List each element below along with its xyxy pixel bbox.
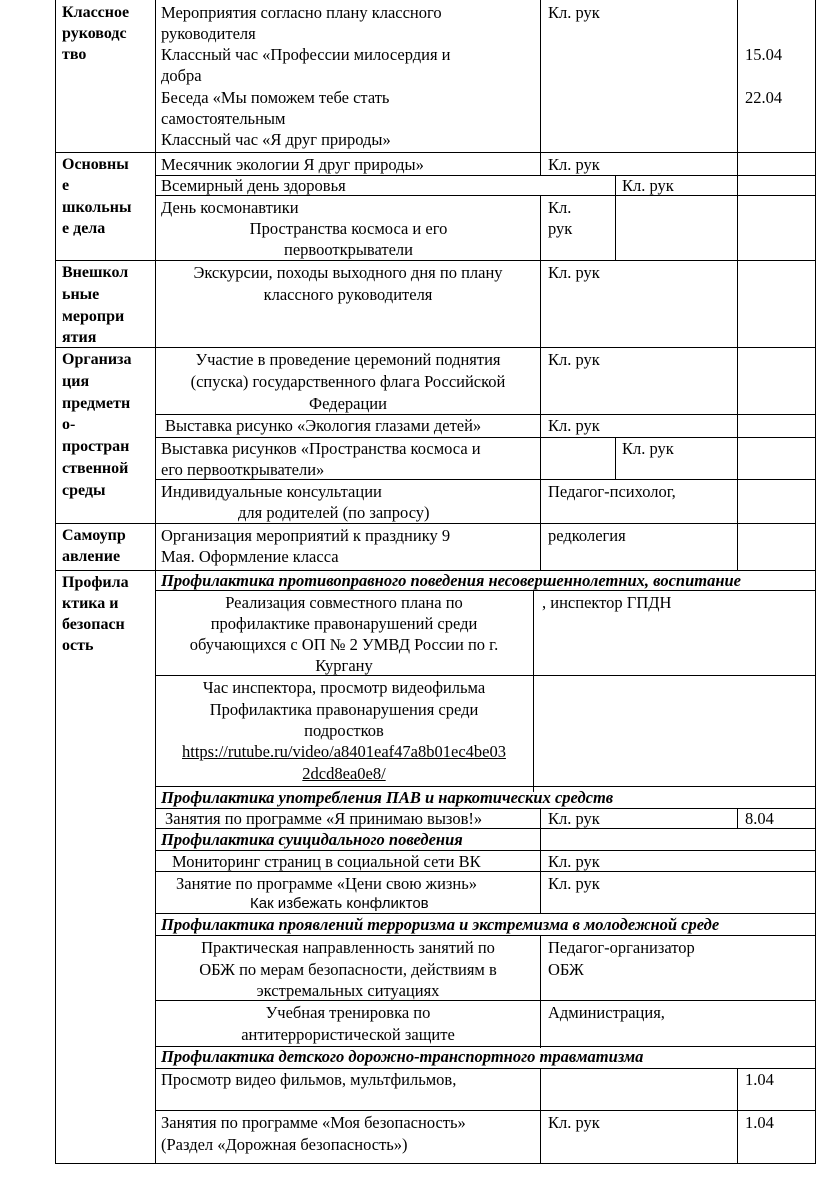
grid-line bbox=[615, 437, 616, 479]
date-text: 22.04 bbox=[745, 88, 783, 107]
subsection-header-clip bbox=[156, 571, 815, 590]
activity-text: самостоятельным bbox=[161, 109, 286, 128]
section-title-line: о- bbox=[62, 416, 76, 433]
activity-text: Занятия по программе «Я принимаю вызов!» bbox=[165, 809, 483, 828]
activity-text: Классный час «Я друг природы» bbox=[161, 130, 391, 149]
grid-line bbox=[737, 808, 738, 828]
grid-line bbox=[540, 1068, 541, 1163]
activity-text: руководителя bbox=[161, 24, 256, 43]
activity-text: Занятие по программе «Цени свою жизнь» bbox=[176, 874, 478, 893]
section-title-line: Внешкол bbox=[62, 264, 129, 281]
responsible-text: Кл. рук bbox=[548, 809, 600, 828]
activity-text: профилактике правонарушений среди bbox=[210, 614, 478, 633]
activity-text: Индивидуальные консультации bbox=[161, 482, 382, 501]
responsible-text: Кл. рук bbox=[548, 874, 600, 893]
section-title-line: авление bbox=[62, 548, 121, 565]
responsible-text: редколегия bbox=[548, 526, 626, 545]
activity-text: экстремальных ситуациях bbox=[256, 981, 440, 1000]
activity-text: Выставка рисунко «Экология глазами детей» bbox=[165, 416, 482, 435]
activity-text: обучающихся с ОП № 2 УМВД России по г. bbox=[189, 635, 499, 654]
section-title-line: простран bbox=[62, 438, 130, 455]
date-text: 1.04 bbox=[745, 1070, 774, 1089]
section-title-line: Основны bbox=[62, 156, 129, 173]
responsible-text: , инспектор ГПДН bbox=[542, 593, 672, 612]
section-title-line: Самоупр bbox=[62, 527, 126, 544]
activity-text: Мероприятия согласно плану классного bbox=[161, 3, 442, 22]
responsible-text: Кл. рук bbox=[548, 350, 600, 369]
activity-text: ОБЖ по мерам безопасности, действиям в bbox=[199, 960, 497, 979]
responsible-text: Кл. рук bbox=[548, 3, 600, 22]
responsible-text: Кл. рук bbox=[622, 176, 674, 195]
section-title-line: тво bbox=[62, 46, 87, 63]
section-title-line: е bbox=[62, 177, 70, 194]
activity-text: Профилактика правонарушения среди bbox=[209, 700, 479, 719]
section-title-line: Организа bbox=[62, 351, 132, 368]
activity-text: Мониторинг страниц в социальной сети ВК bbox=[172, 852, 481, 871]
grid-line bbox=[540, 935, 541, 1048]
activity-text: подростков bbox=[304, 721, 384, 740]
grid-line bbox=[533, 590, 534, 792]
section-title-line: школьны bbox=[62, 199, 132, 216]
date-text: 1.04 bbox=[745, 1113, 774, 1132]
activity-text: Месячник экологии Я друг природы» bbox=[161, 155, 424, 174]
section-title-line: ственной bbox=[62, 460, 129, 477]
responsible-text: Кл. рук bbox=[548, 263, 600, 282]
activity-text: Федерации bbox=[309, 394, 387, 413]
activity-text: Просмотр видео фильмов, мультфильмов, bbox=[161, 1070, 457, 1089]
activity-text: первооткрыватели bbox=[284, 240, 413, 259]
activity-text: (Раздел «Дорожная безопасность») bbox=[161, 1135, 408, 1154]
section-title-line: ьные bbox=[62, 286, 100, 303]
activity-text: Беседа «Мы поможем тебе стать bbox=[161, 88, 390, 107]
grid-line bbox=[737, 0, 738, 570]
responsible-text: Педагог-организатор bbox=[548, 938, 695, 957]
section-title-line: безопасн bbox=[62, 616, 125, 633]
activity-text: Практическая направленность занятий по bbox=[201, 938, 495, 957]
subsection-header: Профилактика употребления ПАВ и наркотических средств bbox=[161, 788, 614, 807]
grid-line bbox=[540, 195, 541, 570]
responsible-text: Кл. рук bbox=[548, 1113, 600, 1132]
subsection-header: Профилактика проявлений терроризма и экстремизма в молодежной среде bbox=[161, 915, 720, 934]
grid-line bbox=[155, 590, 816, 591]
responsible-text: Кл. рук bbox=[548, 416, 600, 435]
activity-text: классного руководителя bbox=[263, 285, 433, 304]
section-title-line: предметн bbox=[62, 395, 131, 412]
grid-line bbox=[55, 152, 816, 153]
activity-text: Экскурсии, походы выходного дня по плану bbox=[193, 263, 503, 282]
grid-line bbox=[55, 347, 816, 348]
activity-text: для родителей (по запросу) bbox=[238, 503, 430, 522]
grid-line bbox=[615, 195, 616, 260]
activity-text: Мая. Оформление класса bbox=[161, 547, 339, 566]
activity-text: Занятия по программе «Моя безопасность» bbox=[161, 1113, 466, 1132]
section-title-line: ятия bbox=[62, 329, 97, 346]
responsible-text: рук bbox=[548, 219, 573, 238]
grid-line bbox=[737, 1068, 738, 1163]
section-title-line: Профила bbox=[62, 574, 129, 591]
activity-text: Выставка рисунков «Пространства космоса и bbox=[161, 439, 481, 458]
activity-text: его первооткрыватели» bbox=[161, 460, 325, 479]
date-text: 15.04 bbox=[745, 45, 783, 64]
responsible-text: Кл. рук bbox=[622, 439, 674, 458]
activity-text: Кургану bbox=[315, 656, 373, 675]
section-title-line: ция bbox=[62, 373, 90, 390]
activity-text: (спуска) государственного флага Российской bbox=[190, 372, 506, 391]
section-title-line: ость bbox=[62, 637, 94, 654]
video-link[interactable]: 2dcd8ea0e8/ bbox=[302, 764, 386, 783]
activity-text: День космонавтики bbox=[161, 198, 299, 217]
subsection-header: Профилактика суицидального поведения bbox=[161, 830, 463, 849]
section-title-line: среды bbox=[62, 482, 106, 499]
activity-text: антитеррористической защите bbox=[241, 1025, 455, 1044]
activity-text: Учебная тренировка по bbox=[265, 1003, 431, 1022]
grid-line bbox=[55, 0, 56, 1163]
section-title-line: ктика и bbox=[62, 595, 119, 612]
responsible-text: Кл. bbox=[548, 198, 572, 217]
section-title-line: руководс bbox=[62, 25, 127, 42]
responsible-text: Администрация, bbox=[548, 1003, 665, 1022]
activity-text: добра bbox=[161, 66, 202, 85]
video-link[interactable]: https://rutube.ru/video/a8401eaf47a8b01ec4be03 bbox=[182, 742, 506, 761]
grid-line bbox=[55, 1163, 816, 1164]
date-text: 8.04 bbox=[745, 809, 774, 828]
activity-text: Пространства космоса и его bbox=[249, 219, 448, 238]
responsible-text: ОБЖ bbox=[548, 960, 584, 979]
responsible-text: Кл. рук bbox=[548, 155, 600, 174]
grid-line bbox=[615, 175, 616, 195]
section-title-line: е дела bbox=[62, 220, 106, 237]
activity-text: Участие в проведение церемоний поднятия bbox=[195, 350, 501, 369]
activity-text: Час инспектора, просмотр видеофильма bbox=[202, 678, 486, 697]
grid-line bbox=[540, 0, 541, 175]
activity-text: Всемирный день здоровья bbox=[161, 176, 346, 195]
section-title-line: Классное bbox=[62, 4, 130, 21]
grid-line bbox=[55, 523, 816, 524]
grid-line bbox=[540, 808, 541, 913]
subsection-header: Профилактика противоправного поведения несовершеннолетних, воспитание bbox=[161, 571, 741, 590]
activity-subtext: Как избежать конфликтов bbox=[250, 895, 429, 912]
activity-text: Классный час «Профессии милосердия и bbox=[161, 45, 451, 64]
responsible-text: Педагог-психолог, bbox=[548, 482, 676, 501]
grid-line bbox=[155, 1110, 816, 1111]
section-title-line: меропри bbox=[62, 308, 125, 325]
subsection-header: Профилактика детского дорожно-транспортного травматизма bbox=[161, 1047, 644, 1066]
responsible-text: Кл. рук bbox=[548, 852, 600, 871]
activity-text: Организация мероприятий к празднику 9 bbox=[161, 526, 451, 545]
activity-text: Реализация совместного плана по bbox=[225, 593, 463, 612]
